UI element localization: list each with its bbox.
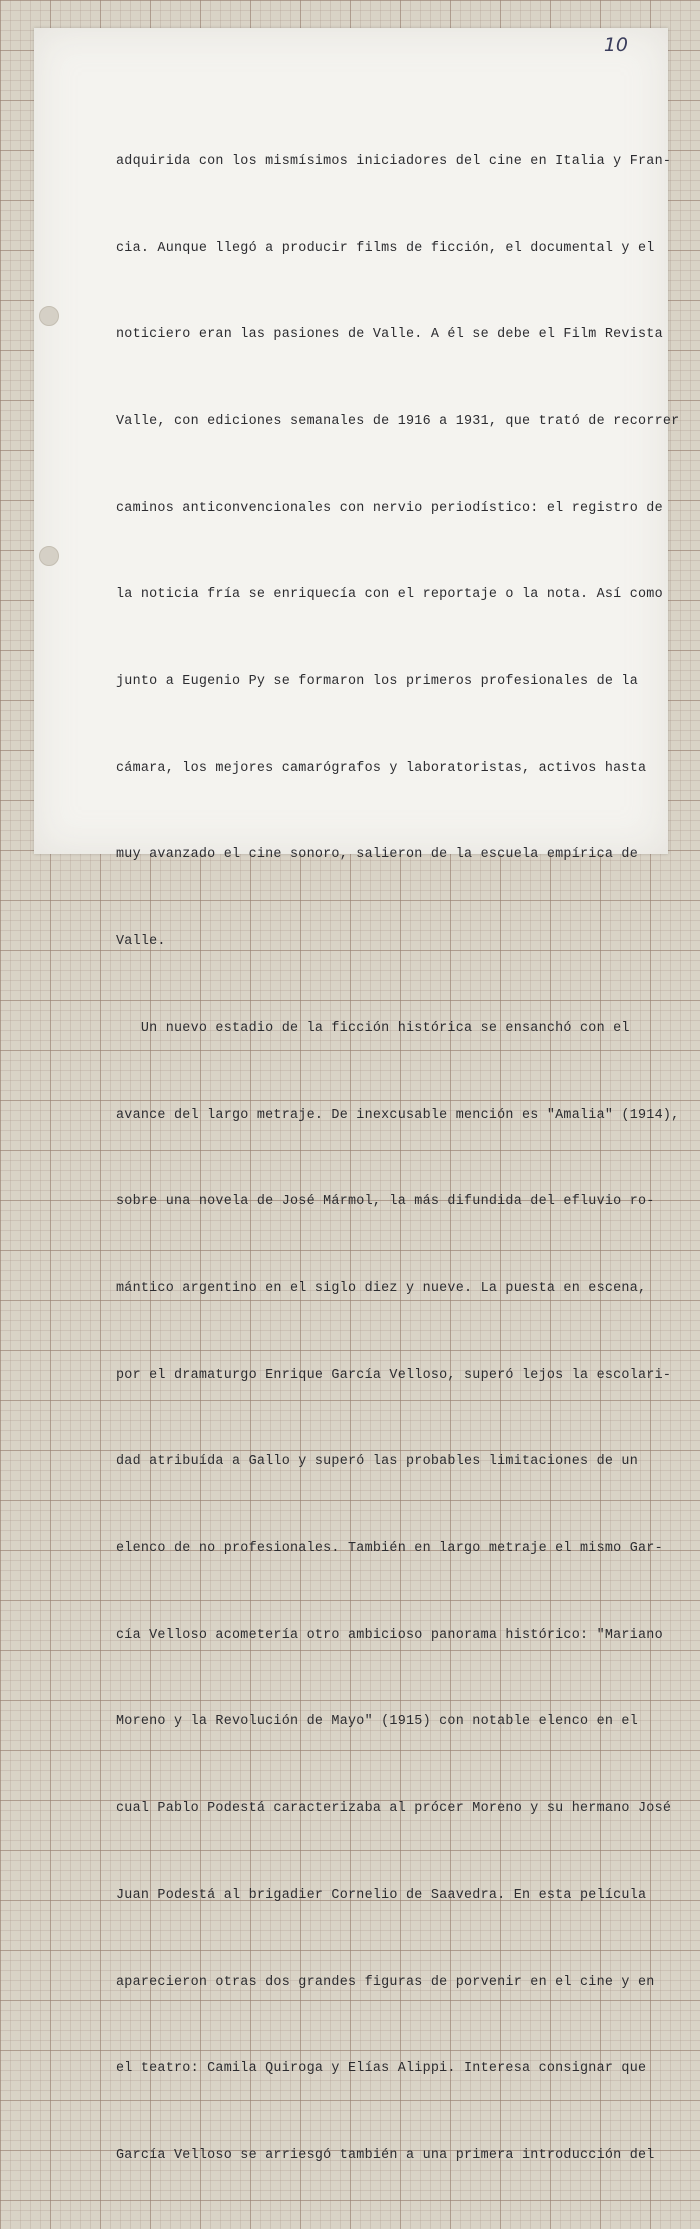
text-line: Valle.: [116, 934, 166, 950]
text-line: elenco de no profesionales. También en largo metraje el mismo Gar-: [116, 1541, 663, 1557]
text-line: Valle, con ediciones semanales de 1916 a 1931, que trató de recorrer: [116, 413, 680, 429]
page-number: 10: [603, 34, 628, 56]
text-line: mántico argentino en el siglo diez y nueve. La puesta en escena,: [116, 1280, 647, 1296]
text-line: el teatro: Camila Quiroga y Elías Alippi. Interesa consignar que: [116, 2061, 647, 2077]
text-line: avance del largo metraje. De inexcusable mención es "Amalia" (1914),: [116, 1107, 680, 1123]
text-line: muy avanzado el cine sonoro, salieron de la escuela empírica de: [116, 847, 638, 863]
text-line: la noticia fría se enriquecía con el reportaje o la nota. Así como: [116, 587, 663, 603]
text-line: noticiero eran las pasiones de Valle. A él se debe el Film Revista: [116, 327, 663, 343]
text-line: cámara, los mejores camarógrafos y laboratoristas, activos hasta: [116, 760, 647, 776]
text-line: Moreno y la Revolución de Mayo" (1915) con notable elenco en el: [116, 1714, 638, 1730]
text-line: cía Velloso acometería otro ambicioso panorama histórico: "Mariano: [116, 1627, 663, 1643]
text-line: cual Pablo Podestá caracterizaba al prócer Moreno y su hermano José: [116, 1801, 672, 1817]
text-line: cia. Aunque llegó a producir films de ficción, el documental y el: [116, 240, 655, 256]
paper-sheet: [34, 28, 680, 2163]
text-line: Juan Podestá al brigadier Cornelio de Saavedra. En esta película: [116, 1887, 647, 1903]
text-line: Un nuevo estadio de la ficción histórica se ensanchó con el: [116, 1020, 630, 1036]
typewritten-text: [116, 90, 680, 2229]
text-line: sobre una novela de José Mármol, la más difundida del efluvio ro-: [116, 1194, 655, 1210]
text-line: adquirida con los mismísimos iniciadores del cine en Italia y Fran-: [116, 153, 672, 169]
text-line: García Velloso se arriesgó también a una primera introducción del: [116, 2147, 655, 2163]
binder-hole: [39, 546, 59, 566]
text-line: caminos anticonvencionales con nervio periodístico: el registro de: [116, 500, 663, 516]
binder-hole: [39, 306, 59, 326]
text-line: por el dramaturgo Enrique García Velloso, superó lejos la escolari-: [116, 1367, 672, 1383]
text-line: dad atribuída a Gallo y superó las probables limitaciones de un: [116, 1454, 638, 1470]
text-line: aparecieron otras dos grandes figuras de porvenir en el cine y en: [116, 1974, 655, 1990]
text-line: junto a Eugenio Py se formaron los primeros profesionales de la: [116, 674, 638, 690]
